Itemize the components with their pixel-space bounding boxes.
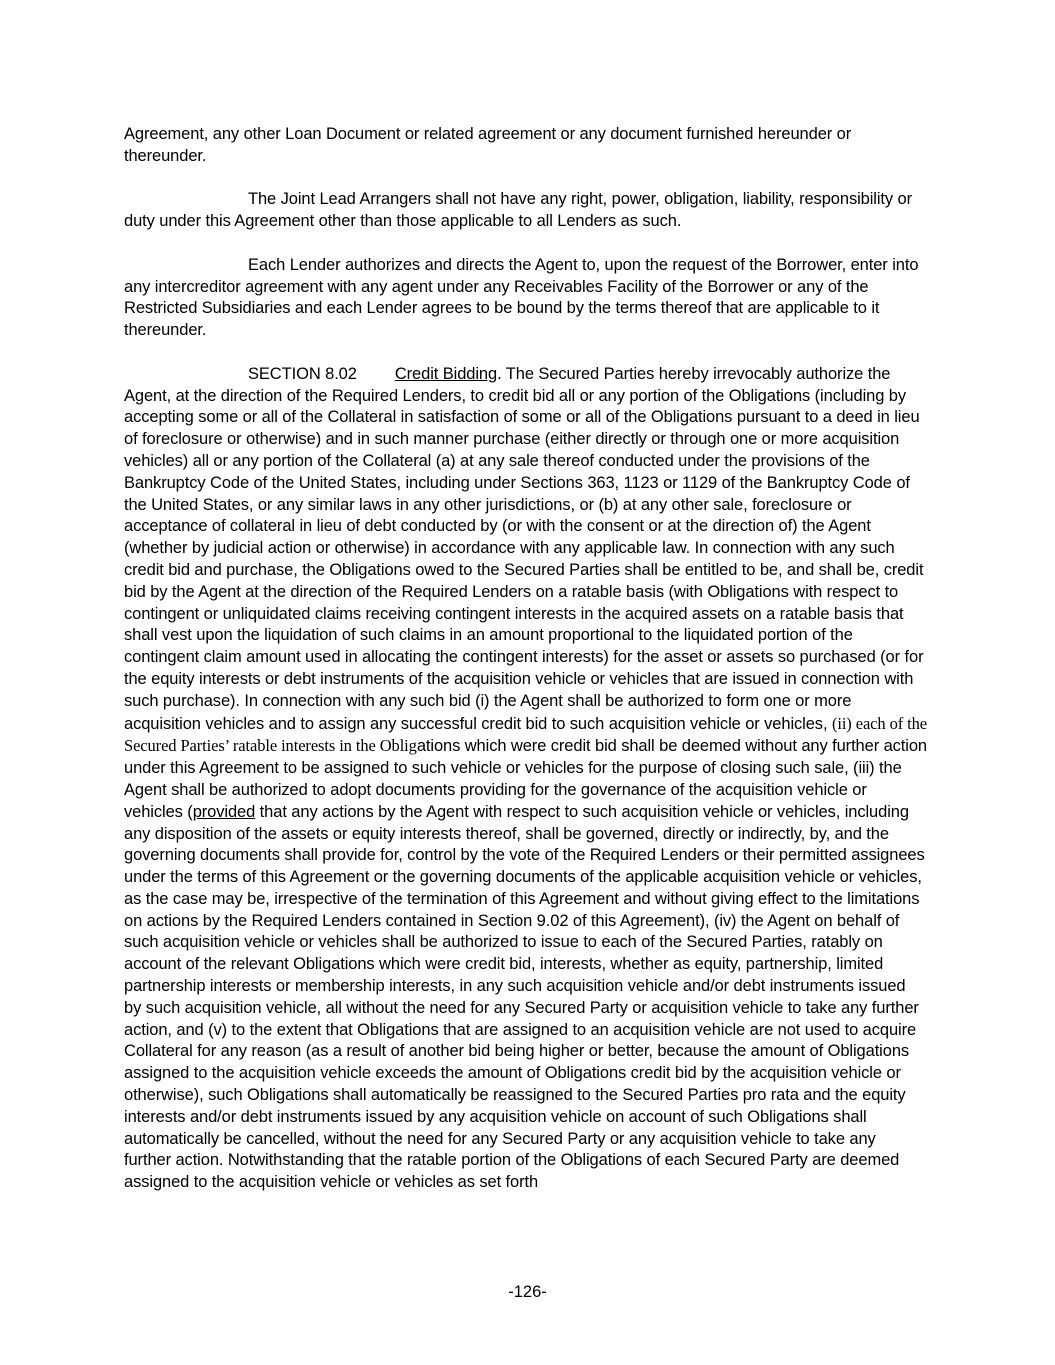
section-text-part2: ations which were credit bid shall be deemed without any further action under this Agreement to be assigned to such vehicle or vehicles for the purpose of closing such sale, (iii) the Agent shall be authorized to adopt documents providing for the governance of the acquisition vehicle or vehicles ( <box>124 737 928 821</box>
continuation-paragraph: Agreement, any other Loan Document or related agreement or any document furnished hereunder or thereunder. <box>124 125 852 165</box>
section-text-serif: (ii) each of the Secured Parties’ ratable interests in the Oblig <box>124 713 927 756</box>
section-number: SECTION 8.02 <box>248 364 357 383</box>
joint-lead-arrangers-paragraph: The Joint Lead Arrangers shall not have any right, power, obligation, liability, responsibility or duty under this Agreement other than those applicable to all Lenders as such. <box>124 190 913 231</box>
document-page <box>124 124 927 1216</box>
section-8-02-paragraph <box>124 364 927 1194</box>
section-text-part1: . The Secured Parties hereby irrevocably authorize the Agent, at the direction of the Required Lenders, to credit bid all or any portion of the Obligations (including by accepting some or all of the Collateral in satisfaction of some or all of the Obligations pursuant to a deed in lieu of foreclosure or otherwise) and in such manner purchase (either directly or through one or more acquisition vehicles) all or any portion of the Collateral (a) at any sale thereof conducted under the provisions of the Bankruptcy Code of the United States, including under Sections 363, 1123 or 1129 of the Bankruptcy Code of the United States, or any similar laws in any other jurisdictions, or (b) at any other sale, foreclosure or acceptance of collateral in lieu of debt conducted by (or with the consent or at the direction of) the Agent (whether by judicial action or otherwise) in accordance with any applicable law. In connection with any such credit bid and purchase, the Obligations owed to the Secured Parties shall be entitled to be, and shall be, credit bid by the Agent at the direction of the Required Lenders on a ratable basis (with Obligations with respect to contingent or unliquidated claims receiving contingent interests in the acquired assets on a ratable basis that shall vest upon the liquidation of such claims in an amount proportional to the liquidated portion of the contingent claim amount used in allocating the contingent interests) for the asset or assets so purchased (or for the equity interests or debt instruments of the acquisition vehicle or vehicles that are issued in connection with such purchase). In connection with any such bid (i) the Agent shall be authorized to form one or more acquisition vehicles and to assign any successful credit bid to such acquisition vehicle or vehicles, <box>124 364 924 733</box>
intercreditor-paragraph: Each Lender authorizes and directs the Agent to, upon the request of the Borrower, enter into any intercreditor agreement with any agent under any Receivables Facility of the Borrower or any of the Restricted Subsidiaries and each Lender agrees to be bound by the terms thereof that are applicable to it thereunder. <box>124 255 919 340</box>
section-heading: Credit Bidding <box>394 364 498 383</box>
section-text-part3: that any actions by the Agent with respect to such acquisition vehicle or vehicles, including any disposition of the assets or equity interests thereof, shall be governed, directly or indirectly, by, and the governing documents shall provide for, control by the vote of the Required Lenders or their permitted assignees under the terms of this Agreement or the governing documents of the applicable acquisition vehicle or vehicles, as the case may be, irrespective of the termination of this Agreement and without giving effect to the limitations on actions by the Required Lenders contained in Section 9.02 of this Agreement), (iv) the Agent on behalf of such acquisition vehicle or vehicles shall be authorized to issue to each of the Secured Parties, ratably on account of the relevant Obligations which were credit bid, interests, whether as equity, partnership, limited partnership interests or membership interests, in any such acquisition vehicle and/or debt instruments issued by such acquisition vehicle, all without the need for any Secured Party or acquisition vehicle to take any further action, and (v) to the extent that Obligations that are assigned to an acquisition vehicle are not used to acquire Collateral for any reason (as a result of another bid being higher or better, because the amount of Obligations assigned to the acquisition vehicle exceeds the amount of Obligations credit bid by the acquisition vehicle or otherwise), such Obligations shall automatically be reassigned to the Secured Parties pro rata and the equity interests and/or debt instruments issued by any acquisition vehicle on account of such Obligations shall automatically be cancelled, without the need for any Secured Party or any acquisition vehicle to take any further action. Notwithstanding that the ratable portion of the Obligations of each Secured Party are deemed assigned to the acquisition vehicle or vehicles as set forth <box>124 802 925 1192</box>
page-number: -126- <box>508 1283 547 1301</box>
provided-term: provided <box>192 802 256 821</box>
